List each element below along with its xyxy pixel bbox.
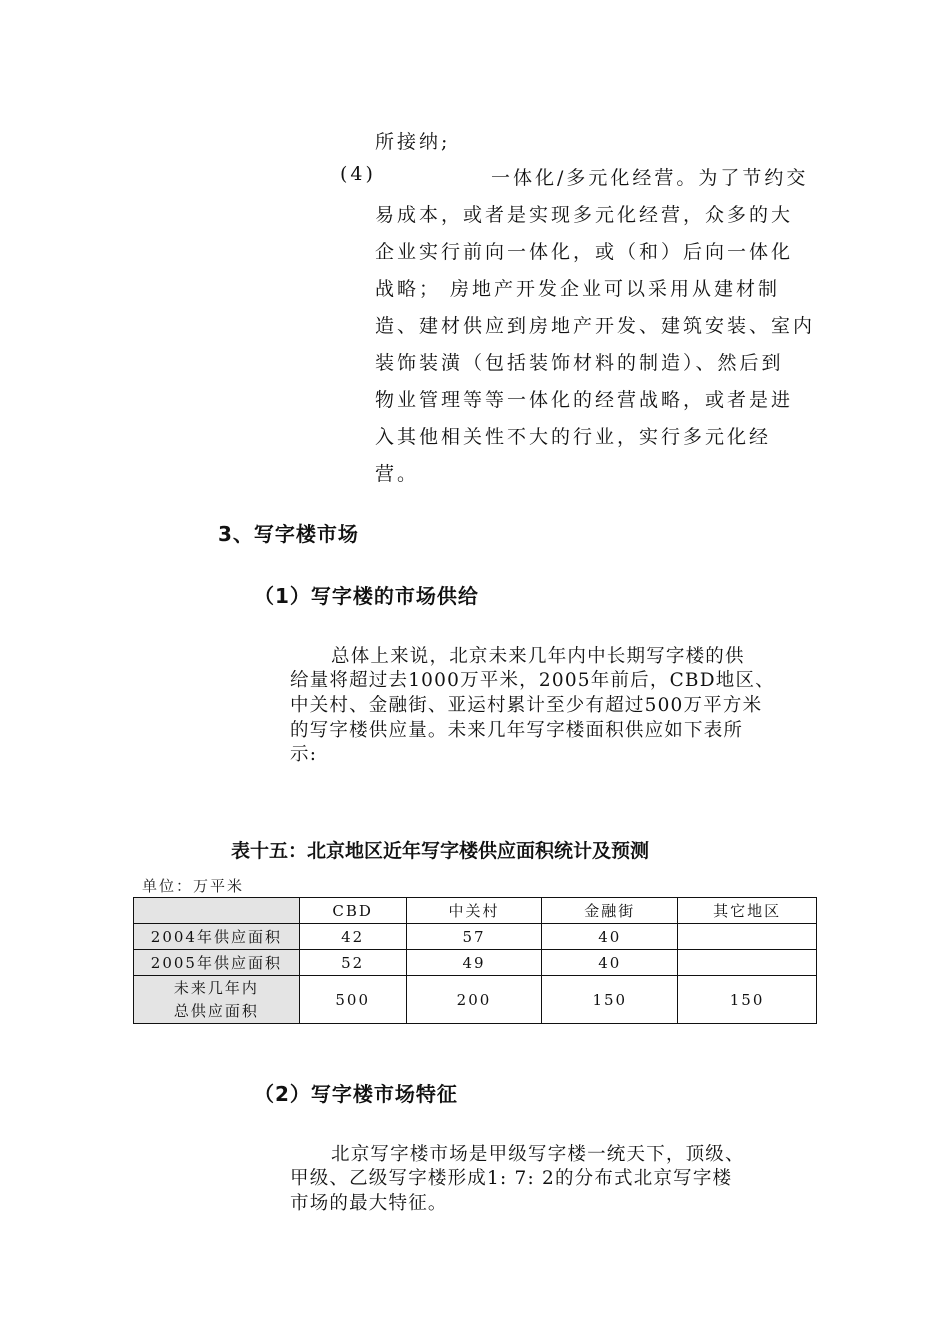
table-row-label-line2: 总供应面积 bbox=[173, 1001, 259, 1020]
table-header-cell: CBD bbox=[299, 898, 406, 924]
item4-line1: 一体化/多元化经营。为了节约交 bbox=[491, 167, 809, 189]
item4-line3: 企业实行前向一体化，或（和）后向一体化 bbox=[375, 241, 794, 263]
item4-line5: 造、建材供应到房地产开发、建筑安装、室内 bbox=[375, 315, 816, 337]
item4-line6: 装饰装潢（包括装饰材料的制造）、然后到 bbox=[375, 352, 784, 374]
table-cell: 150 bbox=[542, 976, 678, 1024]
table-cell: 500 bbox=[299, 976, 406, 1024]
table-title: 表十五：北京地区近年写字楼供应面积统计及预测 bbox=[231, 840, 650, 862]
sub2-line3: 市场的最大特征。 bbox=[290, 1193, 448, 1214]
table-cell: 52 bbox=[299, 950, 406, 976]
table-cell: 40 bbox=[542, 950, 678, 976]
table-cell: 40 bbox=[542, 924, 678, 950]
table-row bbox=[134, 976, 817, 1024]
table-row-label bbox=[134, 976, 300, 1024]
table-unit: 单位：万平米 bbox=[142, 877, 245, 895]
item4-line4: 战略； 房地产开发企业可以采用从建材制 bbox=[375, 278, 781, 300]
table-header-cell: 金融街 bbox=[542, 898, 678, 924]
table-header-cell: 中关村 bbox=[406, 898, 542, 924]
table-row-label: 2004年供应面积 bbox=[134, 924, 300, 950]
table-row bbox=[134, 950, 817, 976]
sub1-heading: （1）写字楼的市场供给 bbox=[254, 584, 479, 608]
sub1-line1: 总体上来说，北京未来几年内中长期写字楼的供 bbox=[331, 646, 745, 667]
sub2-line2: 甲级、乙级写字楼形成1: 7: 2的分布式北京写字楼 bbox=[290, 1168, 733, 1189]
section3-heading: 3、写字楼市场 bbox=[218, 522, 359, 546]
table-row-label-line1: 未来几年内 bbox=[173, 978, 259, 997]
item4-number: (4) bbox=[340, 163, 376, 185]
table-cell: 42 bbox=[299, 924, 406, 950]
table-cell bbox=[678, 924, 817, 950]
table-cell: 150 bbox=[678, 976, 817, 1024]
item4-line9: 营。 bbox=[375, 463, 420, 485]
table-cell: 57 bbox=[406, 924, 542, 950]
item4-line7: 物业管理等等一体化的经营战略，或者是进 bbox=[375, 389, 794, 411]
table-cell: 200 bbox=[406, 976, 542, 1024]
table-header-row bbox=[134, 898, 817, 924]
item4-line2: 易成本，或者是实现多元化经营，众多的大 bbox=[375, 204, 794, 226]
supply-table bbox=[133, 897, 817, 1024]
table-row bbox=[134, 924, 817, 950]
table-header-cell: 其它地区 bbox=[678, 898, 817, 924]
sub2-line1: 北京写字楼市场是甲级写字楼一统天下，顶级、 bbox=[331, 1144, 745, 1165]
item4-line8: 入其他相关性不大的行业，实行多元化经 bbox=[375, 426, 772, 448]
sub2-heading: （2）写字楼市场特征 bbox=[254, 1082, 458, 1106]
item4-line0: 所接纳; bbox=[375, 131, 451, 153]
sub1-line2: 给量将超过去1000万平米，2005年前后，CBD地区、 bbox=[290, 670, 775, 691]
sub1-line5: 示: bbox=[290, 744, 318, 765]
sub1-line3: 中关村、金融街、亚运村累计至少有超过500万平方米 bbox=[290, 695, 763, 716]
table-cell: 49 bbox=[406, 950, 542, 976]
table-header-corner bbox=[134, 898, 300, 924]
sub1-line4: 的写字楼供应量。未来几年写字楼面积供应如下表所 bbox=[290, 720, 744, 741]
table-row-label: 2005年供应面积 bbox=[134, 950, 300, 976]
table-cell bbox=[678, 950, 817, 976]
